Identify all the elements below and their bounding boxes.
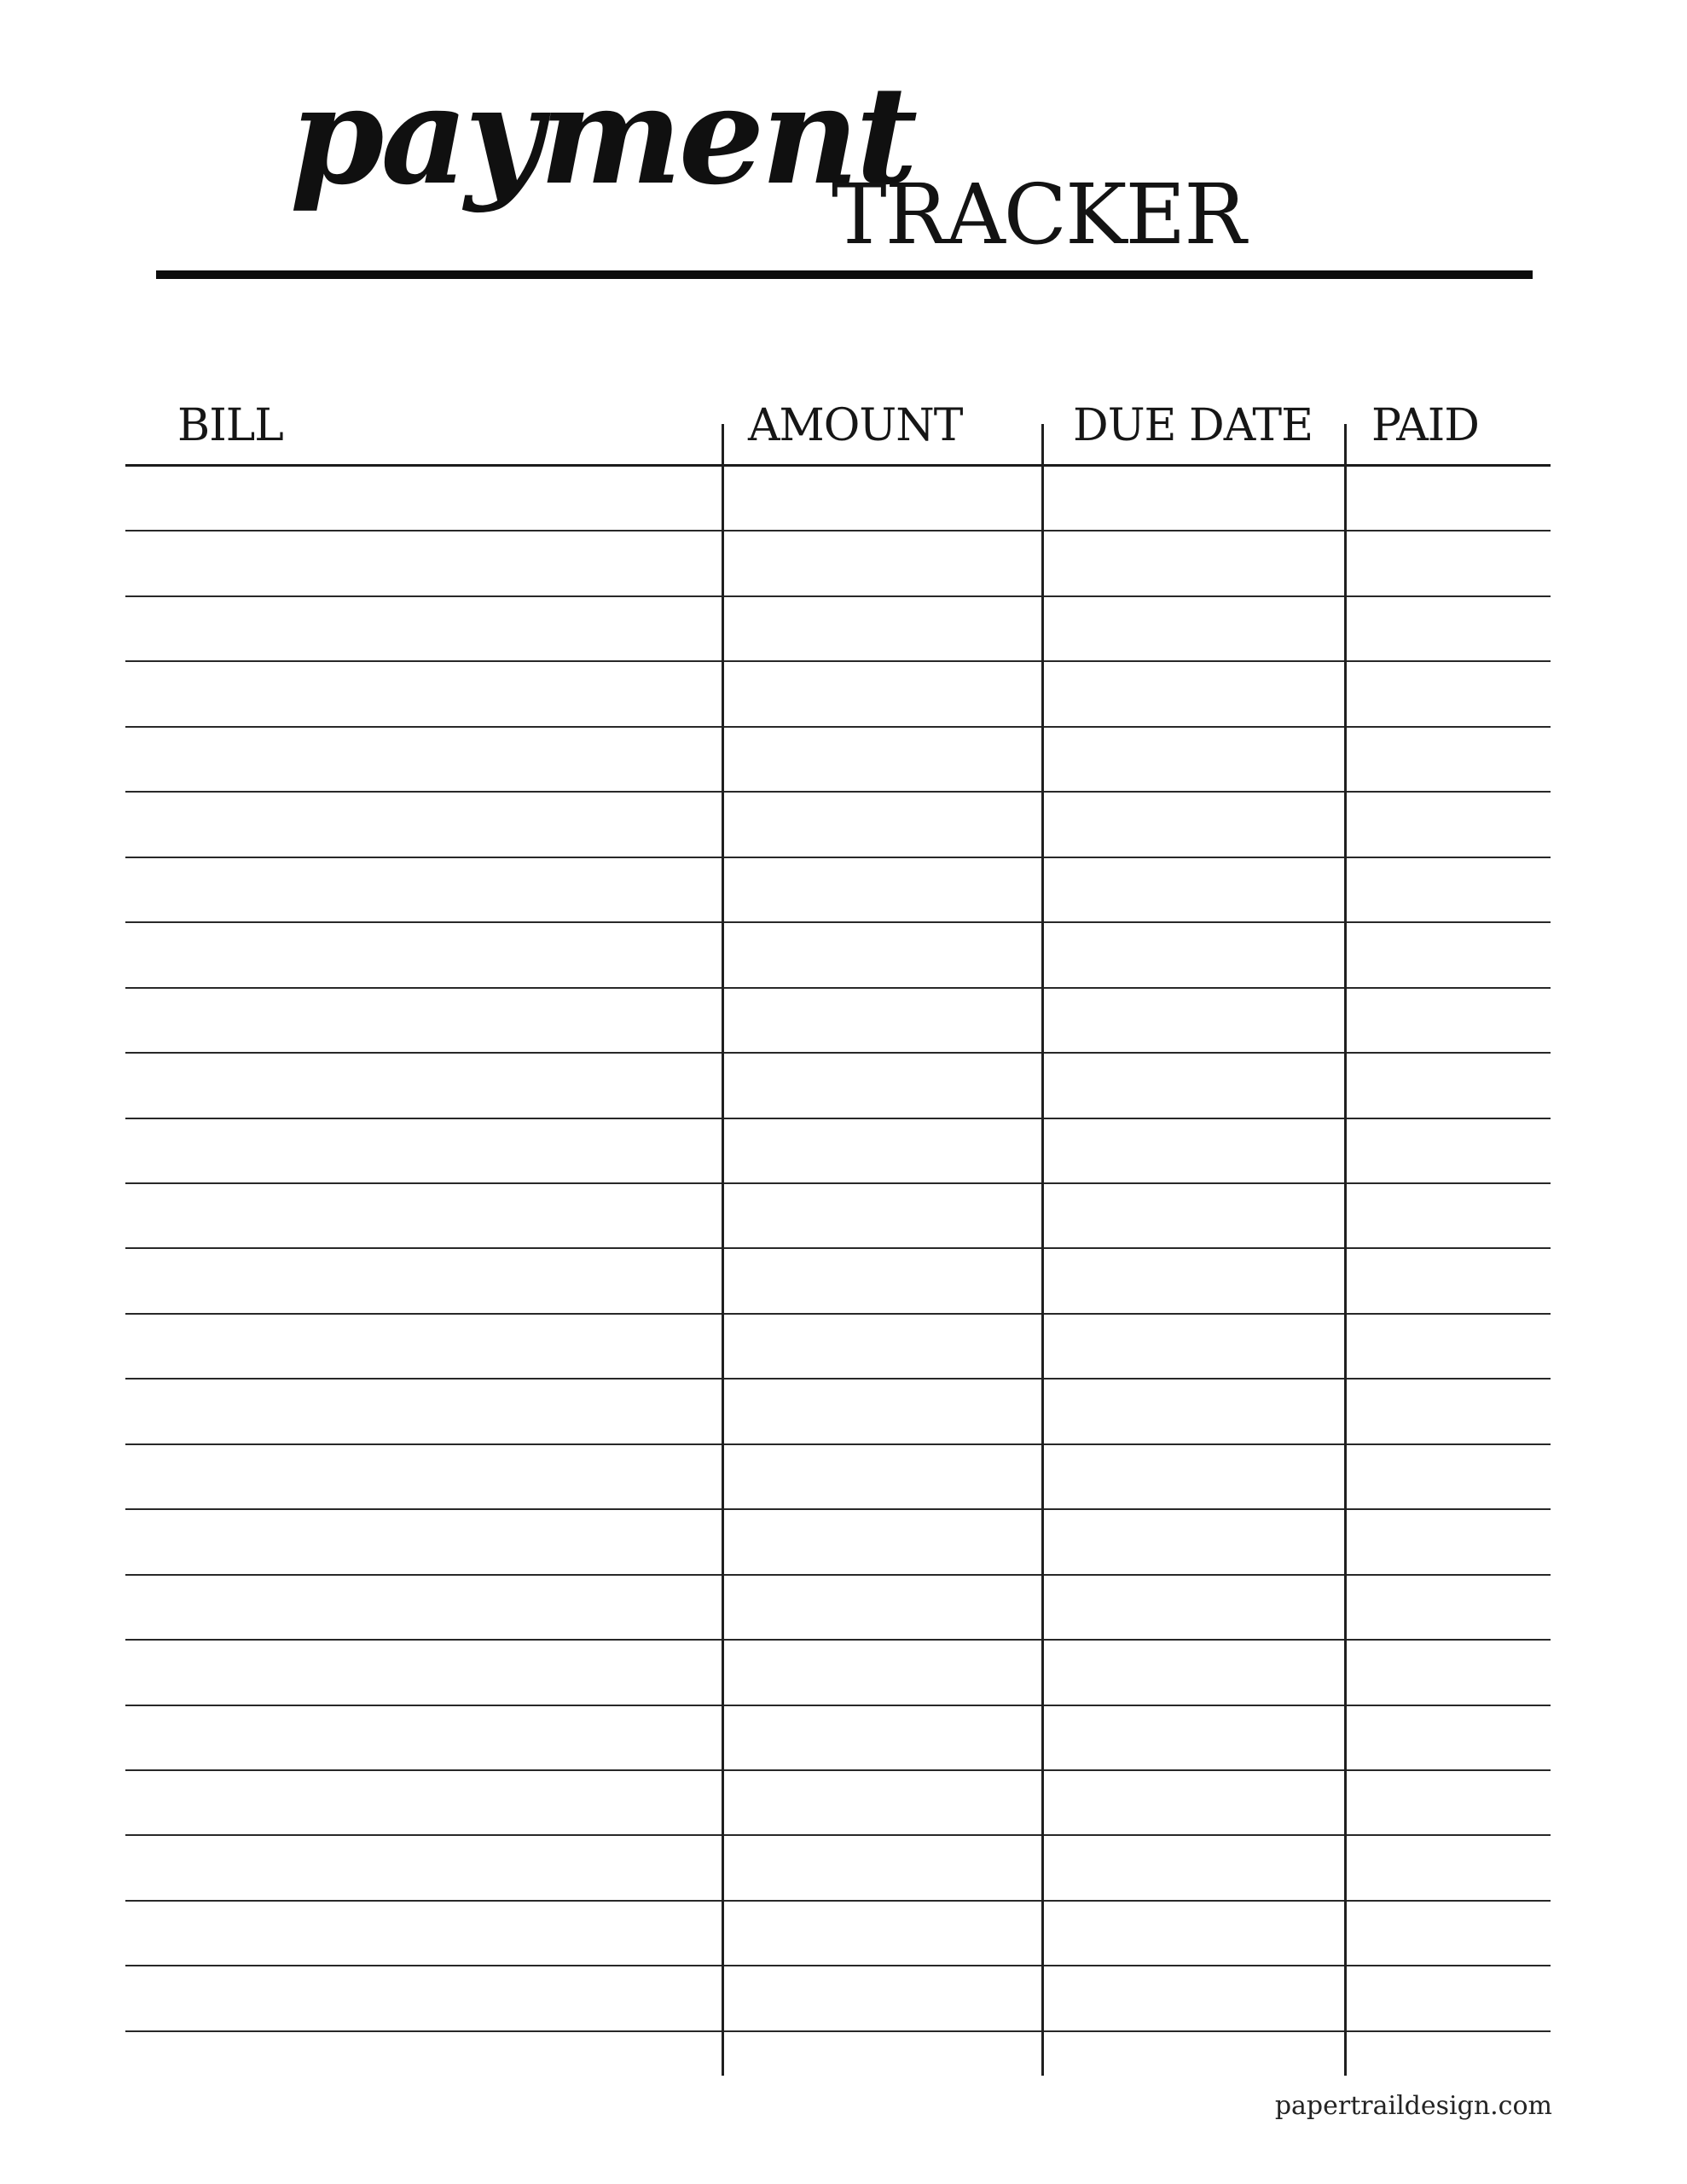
row-line xyxy=(125,1965,1551,1966)
row-line xyxy=(125,1313,1551,1315)
row-line xyxy=(125,1769,1551,1771)
page-title-script: payment xyxy=(290,57,915,215)
row-line xyxy=(125,1443,1551,1445)
row-line xyxy=(125,1639,1551,1641)
row-line xyxy=(125,1247,1551,1249)
row-line xyxy=(125,726,1551,728)
column-header-amount: AMOUNT xyxy=(748,400,963,451)
column-divider-due-date-paid xyxy=(1344,424,1347,2076)
column-header-paid: PAID xyxy=(1371,400,1479,451)
row-line xyxy=(125,1574,1551,1576)
row-line xyxy=(125,921,1551,923)
header-underline xyxy=(125,464,1551,467)
row-line xyxy=(125,595,1551,597)
column-header-bill: BILL xyxy=(177,400,283,451)
row-line xyxy=(125,1834,1551,1836)
row-line xyxy=(125,660,1551,662)
row-line xyxy=(125,1378,1551,1380)
row-line xyxy=(125,530,1551,531)
row-line xyxy=(125,1118,1551,1119)
row-line xyxy=(125,791,1551,793)
page-title-caps: TRACKER xyxy=(832,166,1245,263)
row-line xyxy=(125,987,1551,989)
row-line xyxy=(125,2030,1551,2032)
column-divider-bill-amount xyxy=(722,424,724,2076)
title-divider-rule xyxy=(156,270,1533,279)
row-line xyxy=(125,1900,1551,1902)
row-line xyxy=(125,1705,1551,1706)
column-divider-amount-due-date xyxy=(1041,424,1044,2076)
column-header-due-date: DUE DATE xyxy=(1073,400,1313,451)
row-line xyxy=(125,857,1551,858)
row-line xyxy=(125,1052,1551,1054)
row-line xyxy=(125,1182,1551,1184)
row-line xyxy=(125,1508,1551,1510)
footer-credit: papertraildesign.com xyxy=(1274,2091,1552,2121)
